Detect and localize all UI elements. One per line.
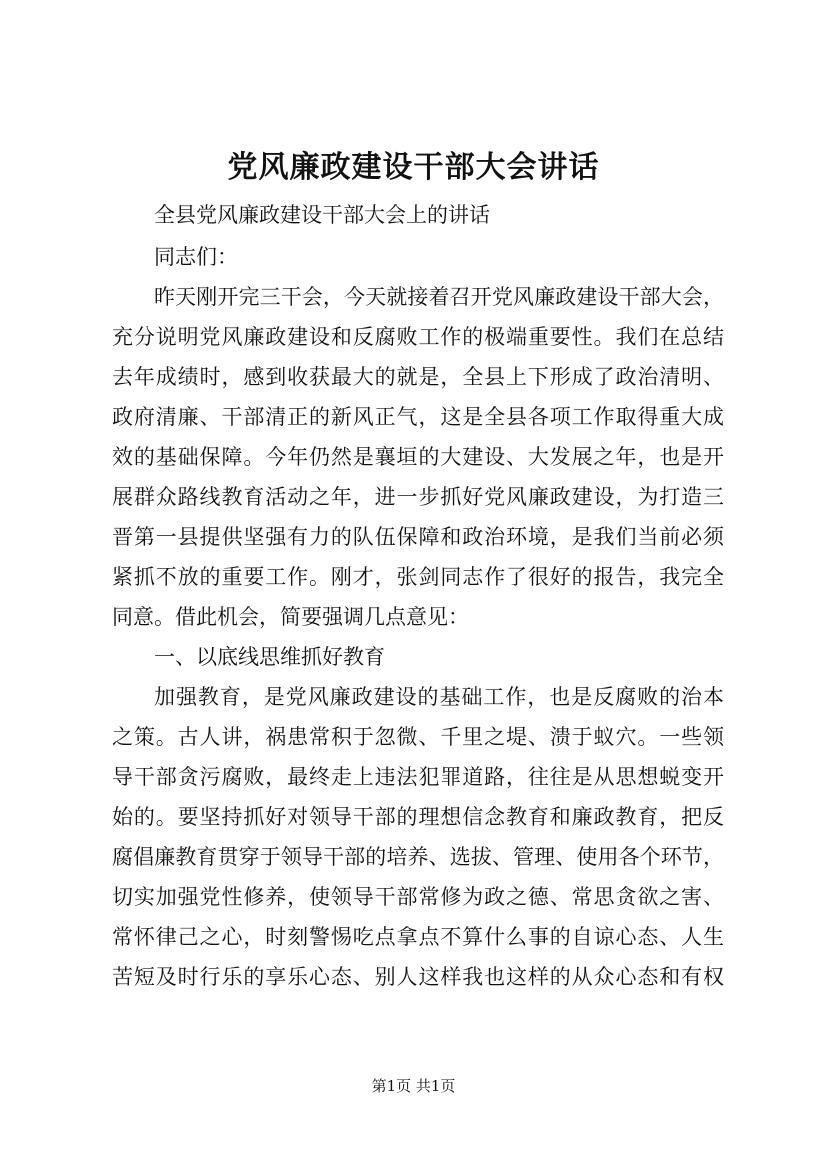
text-line: 之策。古人讲，祸患常积于忽微、千里之堤、溃于蚁穴。一些领 <box>112 725 724 749</box>
text-line: 腐倡廉教育贯穿于领导干部的培养、选拔、管理、使用各个环节， <box>112 845 724 869</box>
text-line: 始的。要坚持抓好对领导干部的理想信念教育和廉政教育，把反 <box>112 805 724 829</box>
greeting-line: 同志们： <box>154 245 238 269</box>
document-subtitle: 全县党风廉政建设干部大会上的讲话 <box>154 203 490 227</box>
document-body <box>112 194 724 997</box>
text-line: 政府清廉、干部清正的新风正气，这是全县各项工作取得重大成 <box>112 405 724 429</box>
text-line: 效的基础保障。今年仍然是襄垣的大建设、大发展之年，也是开 <box>112 445 724 469</box>
text-line: 昨天刚开完三干会，今天就接着召开党风廉政建设干部大会， <box>154 285 724 309</box>
text-line: 同意。借此机会，简要强调几点意见： <box>112 605 469 629</box>
text-line: 一、以底线思维抓好教育 <box>154 645 385 669</box>
text-line: 紧抓不放的重要工作。刚才，张剑同志作了很好的报告，我完全 <box>112 565 724 589</box>
text-line: 常怀律己之心，时刻警惕吃点拿点不算什么事的自谅心态、人生 <box>112 925 724 949</box>
text-line: 苦短及时行乐的享乐心态、别人这样我也这样的从众心态和有权 <box>112 965 724 989</box>
text-line: 晋第一县提供坚强有力的队伍保障和政治环境，是我们当前必须 <box>112 525 724 549</box>
body-text <box>112 277 724 997</box>
page-footer: 第1页 共1页 <box>371 1077 456 1095</box>
text-line: 加强教育，是党风廉政建设的基础工作，也是反腐败的治本 <box>154 685 724 709</box>
text-line: 去年成绩时，感到收获最大的就是，全县上下形成了政治清明、 <box>112 365 724 389</box>
document-title: 党风廉政建设干部大会讲话 <box>227 150 600 185</box>
text-line: 展群众路线教育活动之年，进一步抓好党风廉政建设，为打造三 <box>112 485 724 509</box>
text-line: 导干部贪污腐败，最终走上违法犯罪道路，往往是从思想蜕变开 <box>112 765 724 789</box>
text-line: 充分说明党风廉政建设和反腐败工作的极端重要性。我们在总结 <box>112 325 724 349</box>
text-line: 切实加强党性修养，使领导干部常修为政之德、常思贪欲之害、 <box>112 885 724 909</box>
